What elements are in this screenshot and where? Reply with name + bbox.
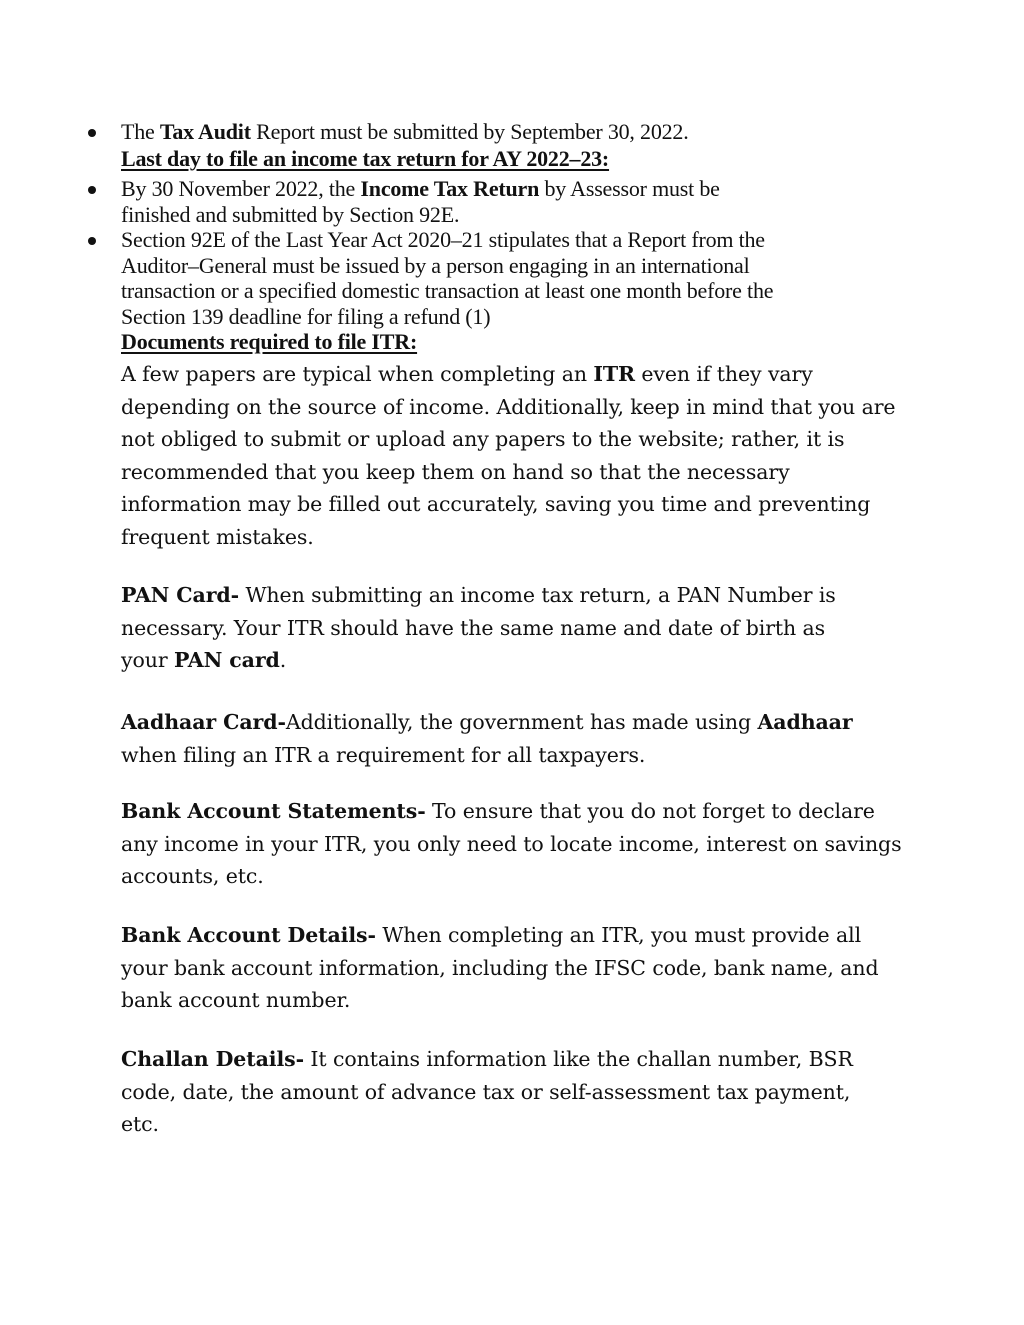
intro-paragraph: A few papers are typical when completing an ITR even if they vary depending on the source of income. Additionally, keep in mind that you are not obliged to submit or upload any papers to the website; rather, it is recommended that you keep them on hand so that the necessary information may be filled out accurately, saving you time and preventing frequent mistakes. xyxy=(121,362,896,549)
bold-term: Aadhaar xyxy=(757,710,853,734)
item-label: Bank Account Statements- xyxy=(121,799,426,823)
bullet-text: By 30 November 2022, the Income Tax Return by Assessor must be finished and submitted by Section 92E. xyxy=(121,176,720,227)
bullet-text: The Tax Audit Report must be submitted by September 30, 2022. xyxy=(121,119,689,144)
item-label: Challan Details- xyxy=(121,1047,305,1071)
bullet-text: Section 92E of the Last Year Act 2020–21 stipulates that a Report from the Auditor–General must be issued by a person engaging in an international transaction or a specified domestic transaction at least one month before the Section 139 deadline for filing a refund (1) xyxy=(121,227,774,329)
bullet-dot xyxy=(88,237,96,245)
bold-term: ITR xyxy=(593,362,635,386)
bank-details-paragraph: Bank Account Details- When completing an ITR, you must provide all your bank account information, including the IFSC code, bank name, and bank account number. xyxy=(121,923,879,1012)
bold-term: Income Tax Return xyxy=(360,176,540,201)
heading-documents: Documents required to file ITR: xyxy=(121,329,418,354)
bold-term: Tax Audit xyxy=(159,119,251,144)
aadhaar-card-paragraph: Aadhaar Card-Additionally, the government has made using Aadhaar when filing an ITR a requirement for all taxpayers. xyxy=(121,710,853,767)
pan-card-paragraph: PAN Card- When submitting an income tax return, a PAN Number is necessary. Your ITR should have the same name and date of birth as your PAN card. xyxy=(121,583,836,672)
heading-last-day: Last day to file an income tax return for AY 2022–23: xyxy=(121,146,610,171)
item-label: PAN Card- xyxy=(121,583,240,607)
item-label: Aadhaar Card- xyxy=(121,710,286,734)
bank-statements-paragraph: Bank Account Statements- To ensure that you do not forget to declare any income in your ITR, you only need to locate income, interest on savings accounts, etc. xyxy=(121,799,902,888)
bold-term: PAN card xyxy=(173,648,280,672)
challan-details-paragraph: Challan Details- It contains information like the challan number, BSR code, date, the amount of advance tax or self-assessment tax payment, etc. xyxy=(121,1047,853,1136)
item-label: Bank Account Details- xyxy=(121,923,376,947)
bullet-dot xyxy=(88,129,96,137)
bullet-dot xyxy=(88,186,96,194)
